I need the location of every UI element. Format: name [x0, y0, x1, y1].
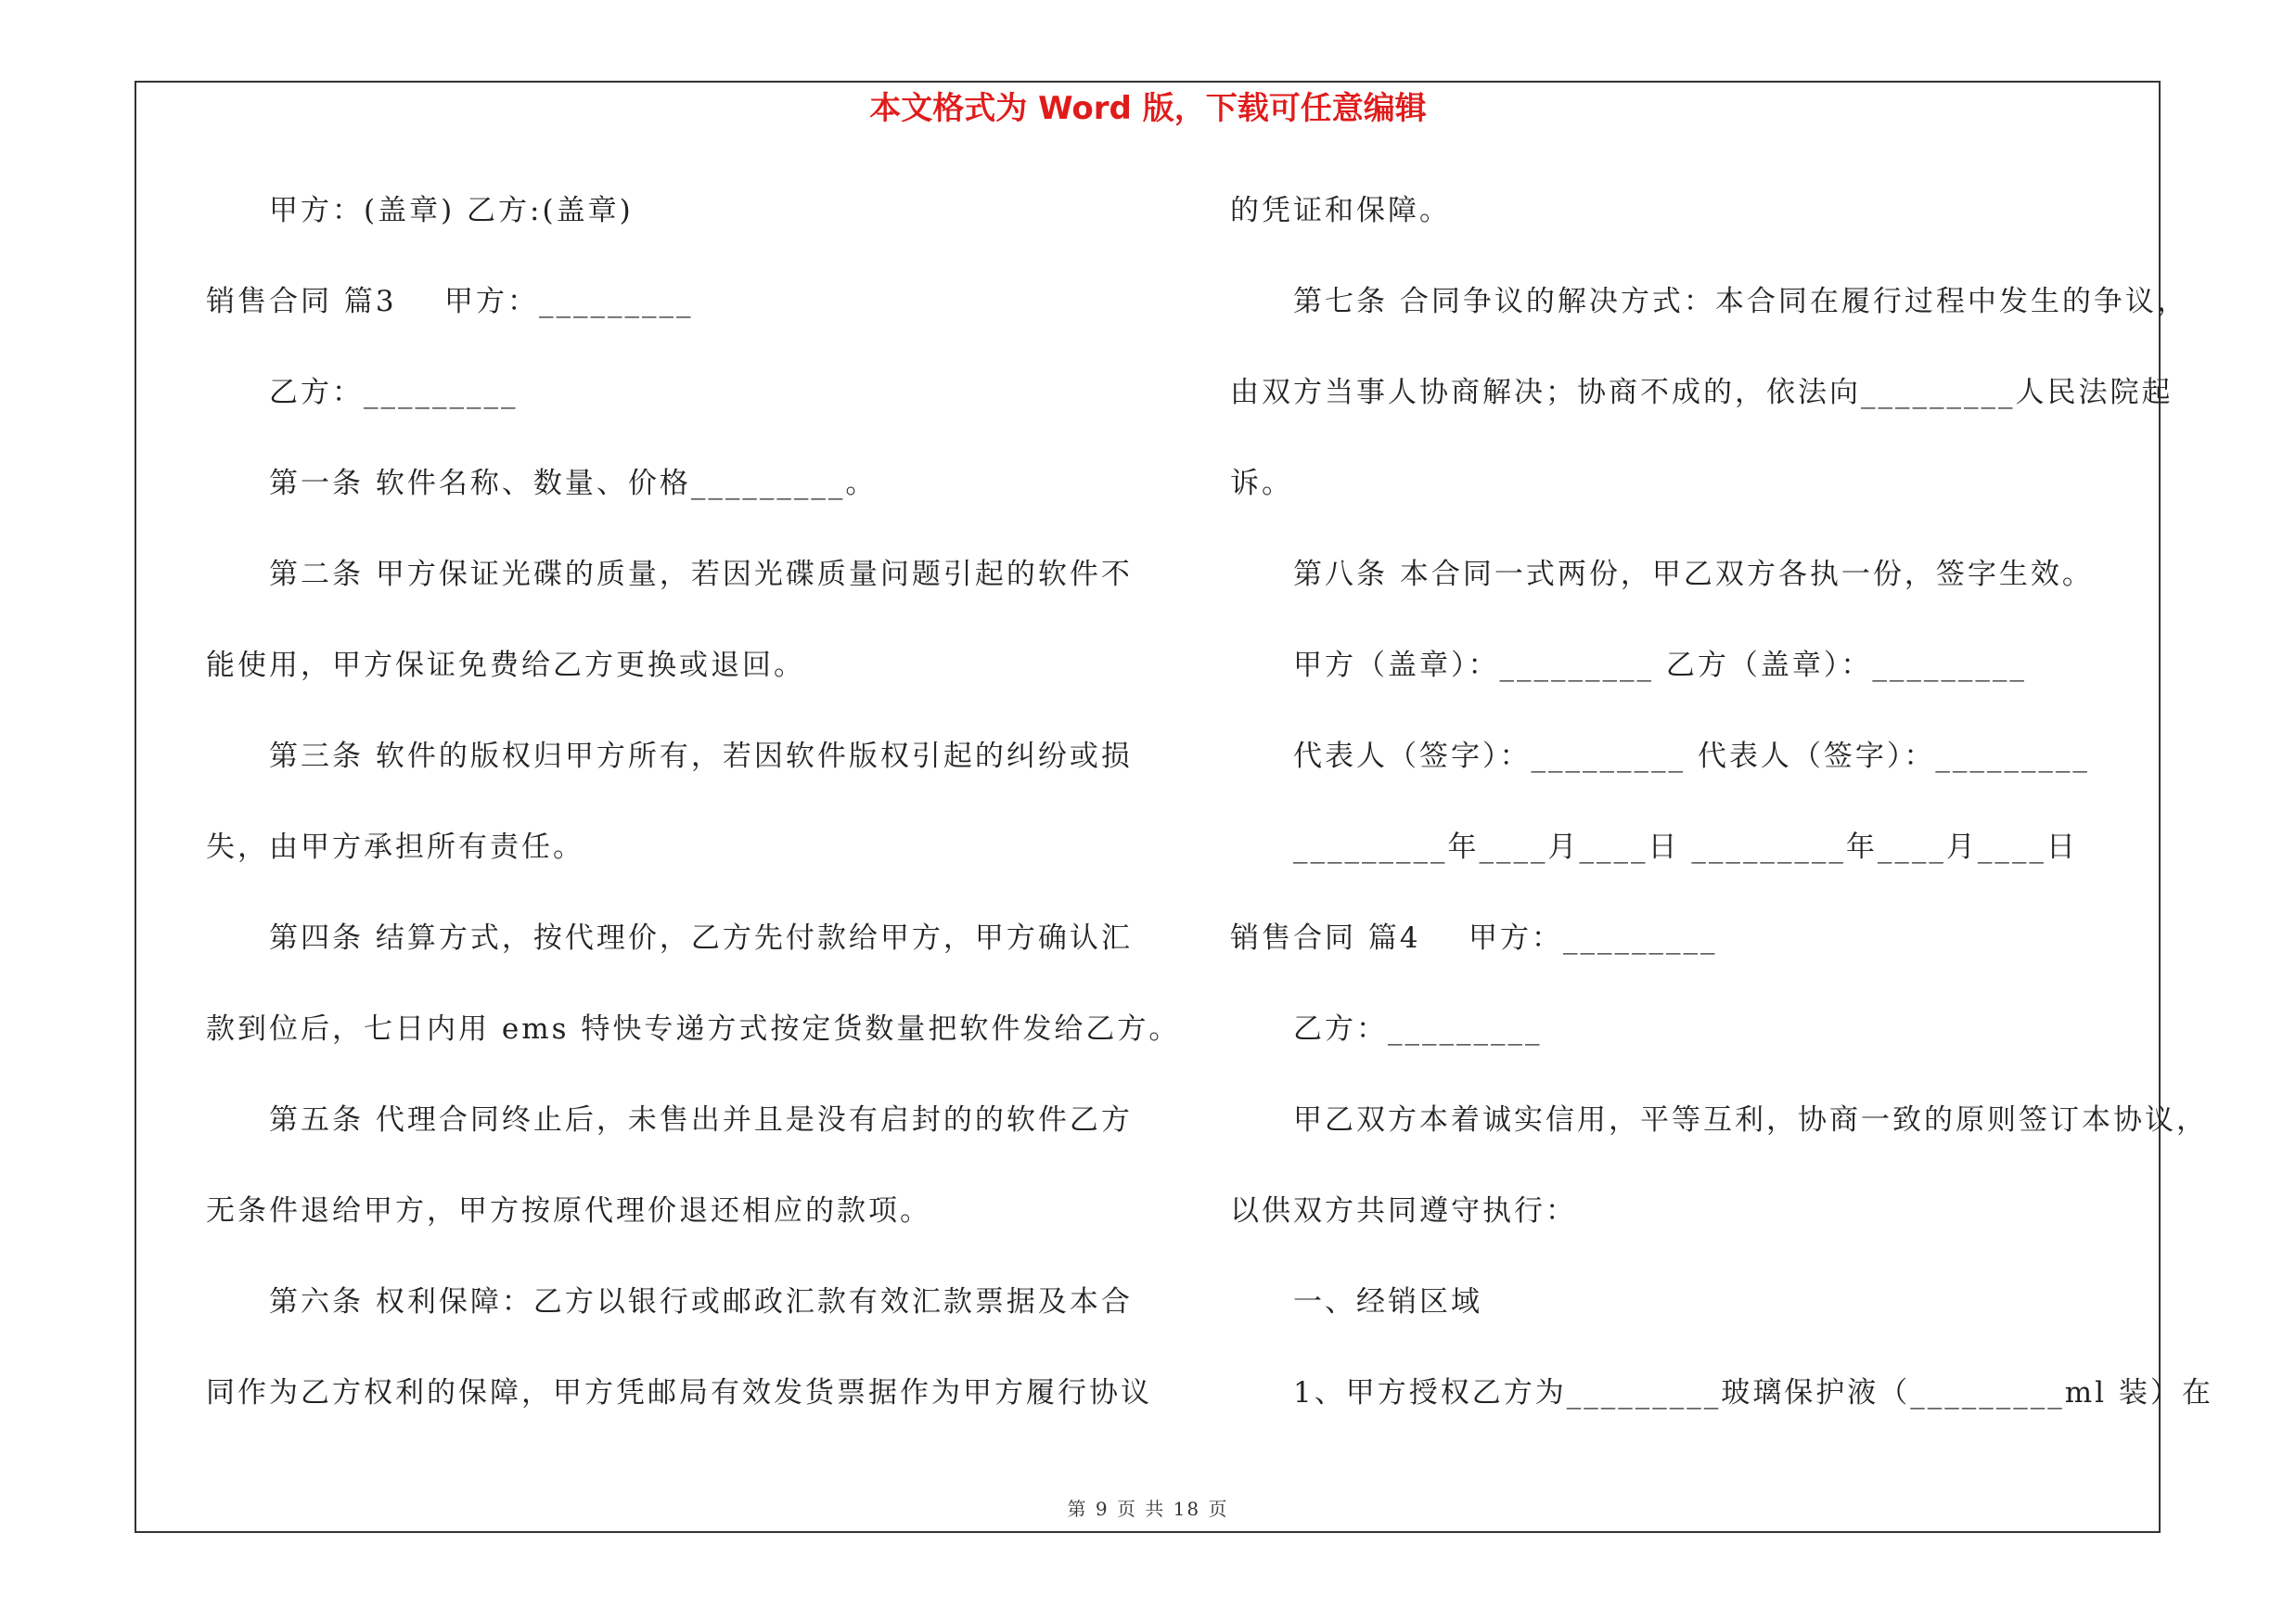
text-line: 诉。	[1230, 467, 1293, 500]
text-line: 第七条 合同争议的解决方式：本合同在履行过程中发生的争议，	[1293, 285, 2188, 318]
text-line: 第一条 软件名称、数量、价格_________。	[269, 467, 878, 500]
text-line: 能使用，甲方保证免费给乙方更换或退回。	[206, 649, 805, 682]
text-line: 第四条 结算方式，按代理价，乙方先付款给甲方，甲方确认汇	[269, 921, 1133, 955]
text-line: 由双方当事人协商解决；协商不成的，依法向_________人民法院起	[1230, 376, 2174, 409]
page-footer: 第 9 页 共 18 页	[1067, 1498, 1229, 1520]
text-line: 第三条 软件的版权归甲方所有，若因软件版权引起的纠纷或损	[269, 740, 1133, 773]
text-line: 乙方：_________	[269, 376, 519, 409]
text-line: 款到位后，七日内用 ems 特快专递方式按定货数量把软件发给乙方。	[206, 1012, 1181, 1046]
text-line: 第二条 甲方保证光碟的质量，若因光碟质量问题引起的软件不	[269, 558, 1133, 591]
text-line: 无条件退给甲方，甲方按原代理价退还相应的款项。	[206, 1194, 931, 1228]
text-line: 的凭证和保障。	[1230, 194, 1451, 227]
text-line: 第五条 代理合同终止后，未售出并且是没有启封的的软件乙方	[269, 1103, 1133, 1137]
text-line: 失，由甲方承担所有责任。	[206, 831, 584, 864]
text-line: 销售合同 篇4 甲方：_________	[1230, 921, 1718, 955]
text-line: 第八条 本合同一式两份，甲乙双方各执一份，签字生效。	[1293, 558, 2094, 591]
text-line: 一、经销区域	[1293, 1285, 1482, 1319]
text-line: 第六条 权利保障：乙方以银行或邮政汇款有效汇款票据及本合	[269, 1285, 1133, 1319]
text-line: 甲方（盖章）：_________ 乙方（盖章）：_________	[1293, 649, 2027, 682]
text-line: 销售合同 篇3 甲方：_________	[206, 285, 694, 318]
format-banner: 本文格式为 Word 版，下载可任意编辑	[869, 90, 1427, 127]
text-line: 同作为乙方权利的保障，甲方凭邮局有效发货票据作为甲方履行协议	[206, 1376, 1152, 1410]
right-column	[1230, 184, 2213, 1457]
text-line: 乙方：_________	[1293, 1012, 1543, 1046]
text-line: 甲方：(盖章) 乙方:(盖章)	[269, 194, 634, 227]
left-column	[206, 184, 1181, 1457]
text-line: _________年____月____日 _________年____月____日	[1293, 831, 2078, 864]
text-line: 以供双方共同遵守执行：	[1230, 1194, 1577, 1228]
text-line: 代表人（签字）：_________ 代表人（签字）：_________	[1293, 740, 2090, 773]
text-line: 1、甲方授权乙方为_________玻璃保护液（_________ml 装）在	[1293, 1376, 2213, 1410]
text-line: 甲乙双方本着诚实信用，平等互利，协商一致的原则签订本协议，	[1293, 1103, 2208, 1137]
